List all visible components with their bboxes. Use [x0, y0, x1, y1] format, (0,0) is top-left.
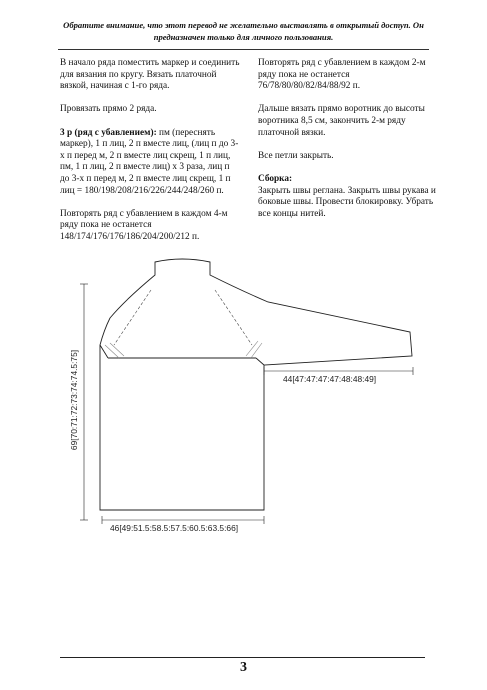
body-length-label: 69[70:71:72:73:74:74.5:75] — [69, 349, 79, 451]
footer-divider — [60, 657, 425, 658]
notice-line-1: Обратите внимание, что этот перевод не желательно выставлять в открытый доступ. Он — [63, 20, 424, 30]
page-number: 3 — [240, 660, 247, 675]
instruction-knit-rows: Провязать прямо 2 ряда. — [60, 104, 157, 115]
instruction-collar: Дальше вязать прямо воротник до высоты воротника 8,5 см, закончить 2-м ряду платочной вязки. — [258, 104, 425, 138]
dimension-lines — [80, 284, 413, 524]
body-width-label: 46[49:51.5:58.5:57.5:60.5:63.5:66] — [110, 523, 239, 533]
sleeve-length-label: 44[47:47:47:47:48:48:49] — [283, 374, 377, 384]
instruction-repeat-2nd-row: Повторять ряд с убавлением в каждом 2-м ряду пока не останется 76/78/80/80/82/84/88/92 п. — [258, 58, 426, 92]
notice-line-2: предназначен только для личного пользования. — [153, 31, 334, 42]
assembly-heading: Сборка: — [258, 173, 293, 184]
instruction-repeat-4th-row: Повторять ряд с убавлением в каждом 4-м ряду пока не останется 148/174/176/176/186/204/200/212 п. — [60, 208, 228, 242]
armhole-right — [256, 358, 264, 365]
raglan-seams — [114, 290, 252, 345]
instruction-start-round: В начало ряда поместить маркер и соединить для вязания по кругу. Вязать платочной вязкой, начиная с 1-го ряда. — [60, 58, 240, 92]
decrease-row-text: пм (переснять маркер), 1 п лиц, 2 п вместе лиц, (лиц п до 3-х п перед м, 2 п вместе лиц скрещ, 1 п лиц, пм, 1 п лиц, 2 п вместе лиц) х 3 раза, лиц п до 3-х п перед м, 2 п вместе лиц скрещ, 1 п лиц = 180/198/208/216/226/244/248/260 п. — [60, 127, 239, 196]
assembly-text: Закрыть швы реглана. Закрыть швы рукава и боковые швы. Провести блокировку. Убрать все концы нитей. — [258, 185, 436, 219]
instruction-bind-off: Все петли закрыть. — [258, 150, 334, 161]
decrease-row-heading: 3 р (ряд с убавлением): — [60, 127, 157, 138]
